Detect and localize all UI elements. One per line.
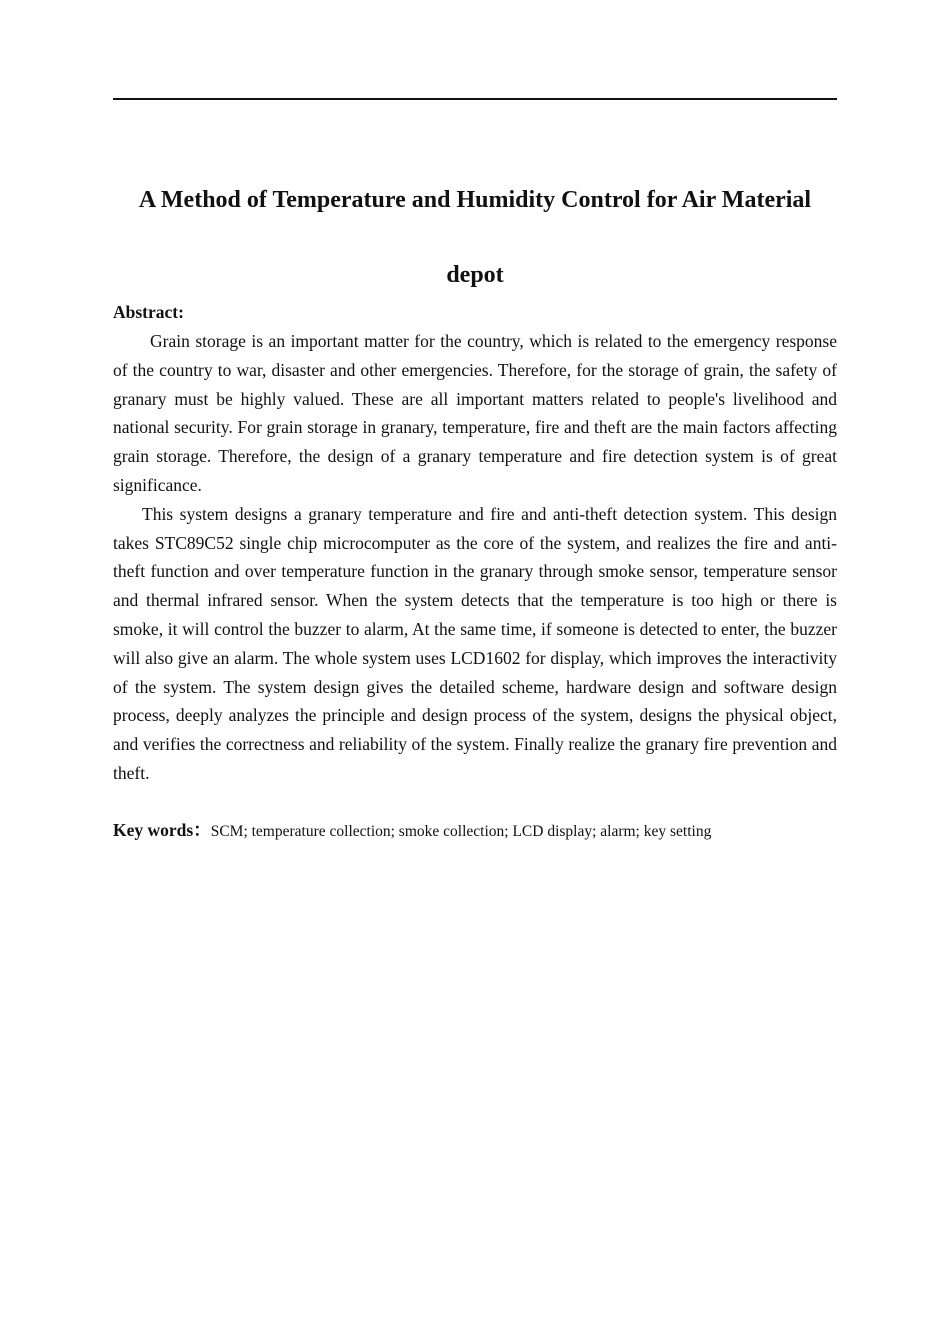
keywords-text: SCM; temperature collection; smoke collection; LCD display; alarm; key setting (210, 823, 712, 840)
title-line-1: A Method of Temperature and Humidity Control for Air Material (138, 187, 812, 213)
title-line-2: depot (446, 262, 504, 288)
abstract-body (113, 327, 837, 788)
abstract-paragraph-2: This system designs a granary temperature and fire and anti-theft detection system. This design takes STC89C52 single chip microcomputer as the core of the system, and realizes the fire and anti-theft function and over temperature function in the granary through smoke sensor, temperature sensor and thermal infrared sensor. When the system detects that the temperature is too high or there is smoke, it will control the buzzer to alarm, At the same time, if someone is detected to enter, the buzzer will also give an alarm. The whole system uses LCD1602 for display, which improves the interactivity of the system. The system design gives the detailed scheme, hardware design and software design process, deeply analyzes the principle and design process of the system, designs the physical object, and verifies the correctness and reliability of the system. Finally realize the granary fire prevention and theft. (113, 503, 837, 783)
paper-title (113, 163, 837, 313)
keywords-line (113, 817, 873, 845)
header-rule (113, 98, 837, 100)
keywords-label: Key words： (113, 820, 211, 840)
abstract-paragraph-1: Grain storage is an important matter for the country, which is related to the emergency response of the country to war, disaster and other emergencies. Therefore, for the storage of grain, the safety of granary must be highly valued. These are all important matters related to people's livelihood and national security. For grain storage in granary, temperature, fire and theft are the main factors affecting grain storage. Therefore, the design of a granary temperature and fire detection system is of great significance. (113, 331, 837, 495)
abstract-heading: Abstract: (113, 302, 184, 322)
